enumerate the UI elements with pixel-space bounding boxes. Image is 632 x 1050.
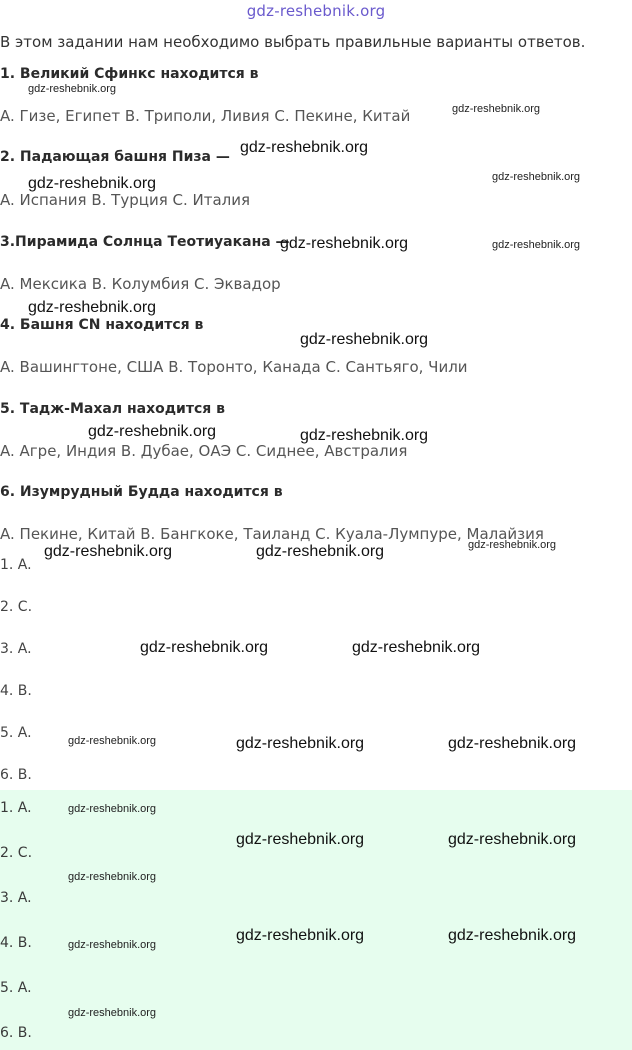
watermark: gdz-reshebnik.org xyxy=(492,239,581,251)
question-1-options: A. Гизе, Египет B. Триполи, Ливия C. Пекине, Китай xyxy=(0,107,411,125)
watermark: gdz-reshebnik.org xyxy=(300,427,429,444)
watermark: gdz-reshebnik.org xyxy=(240,139,369,156)
image-answer-2: 2. C. xyxy=(0,599,33,615)
watermark: gdz-reshebnik.org xyxy=(468,539,557,551)
watermark: gdz-reshebnik.org xyxy=(452,103,541,115)
final-answer-1: 1. A. xyxy=(0,800,32,816)
image-answer-6: 6. B. xyxy=(0,767,32,783)
image-answer-5: 5. A. xyxy=(0,725,32,741)
site-logo: gdz-reshebnik.org xyxy=(246,2,386,20)
watermark: gdz-reshebnik.org xyxy=(448,927,577,944)
final-answer-2: 2. C. xyxy=(0,845,33,861)
question-5-options: A. Агре, Индия B. Дубае, ОАЭ C. Сиднее, Австралия xyxy=(0,442,408,460)
watermark: gdz-reshebnik.org xyxy=(88,423,217,440)
question-4-title: 4. Башня CN находится в xyxy=(0,317,204,333)
question-1-title: 1. Великий Сфинкс находится в xyxy=(0,66,259,82)
watermark: gdz-reshebnik.org xyxy=(448,735,577,752)
watermark: gdz-reshebnik.org xyxy=(280,235,409,252)
watermark: gdz-reshebnik.org xyxy=(448,831,577,848)
watermark: gdz-reshebnik.org xyxy=(68,871,157,883)
question-2-title: 2. Падающая башня Пиза — xyxy=(0,149,230,165)
question-6-options: A. Пекине, Китай B. Бангкоке, Таиланд C. Куала-Лумпуре, Малайзия xyxy=(0,525,544,543)
question-6-title: 6. Изумрудный Будда находится в xyxy=(0,484,283,500)
final-answer-3: 3. A. xyxy=(0,890,32,906)
watermark: gdz-reshebnik.org xyxy=(236,735,365,752)
watermark: gdz-reshebnik.org xyxy=(68,939,157,951)
watermark: gdz-reshebnik.org xyxy=(140,639,269,656)
question-3-title: 3.Пирамида Солнца Теотиуакана — xyxy=(0,234,290,250)
watermark: gdz-reshebnik.org xyxy=(236,927,365,944)
watermark: gdz-reshebnik.org xyxy=(256,543,385,560)
watermark: gdz-reshebnik.org xyxy=(44,543,173,560)
image-answer-1: 1. A. xyxy=(0,557,32,573)
question-3-options: A. Мексика B. Колумбия C. Эквадор xyxy=(0,275,281,293)
watermark: gdz-reshebnik.org xyxy=(352,639,481,656)
final-answer-4: 4. B. xyxy=(0,935,32,951)
image-answer-4: 4. B. xyxy=(0,683,32,699)
watermark: gdz-reshebnik.org xyxy=(28,175,157,192)
watermark: gdz-reshebnik.org xyxy=(68,1007,157,1019)
task-intro: В этом задании нам необходимо выбрать правильные варианты ответов. xyxy=(0,33,586,51)
question-4-options: A. Вашингтоне, США B. Торонто, Канада C. Сантьяго, Чили xyxy=(0,358,468,376)
watermark: gdz-reshebnik.org xyxy=(492,171,581,183)
watermark: gdz-reshebnik.org xyxy=(28,299,157,316)
watermark: gdz-reshebnik.org xyxy=(68,735,157,747)
watermark: gdz-reshebnik.org xyxy=(28,83,117,95)
final-answer-5: 5. A. xyxy=(0,980,32,996)
image-answer-3: 3. A. xyxy=(0,641,32,657)
question-5-title: 5. Тадж-Махал находится в xyxy=(0,401,225,417)
watermark: gdz-reshebnik.org xyxy=(236,831,365,848)
watermark: gdz-reshebnik.org xyxy=(300,331,429,348)
watermark: gdz-reshebnik.org xyxy=(68,803,157,815)
question-2-options: A. Испания B. Турция C. Италия xyxy=(0,191,251,209)
final-answer-6: 6. B. xyxy=(0,1025,32,1041)
